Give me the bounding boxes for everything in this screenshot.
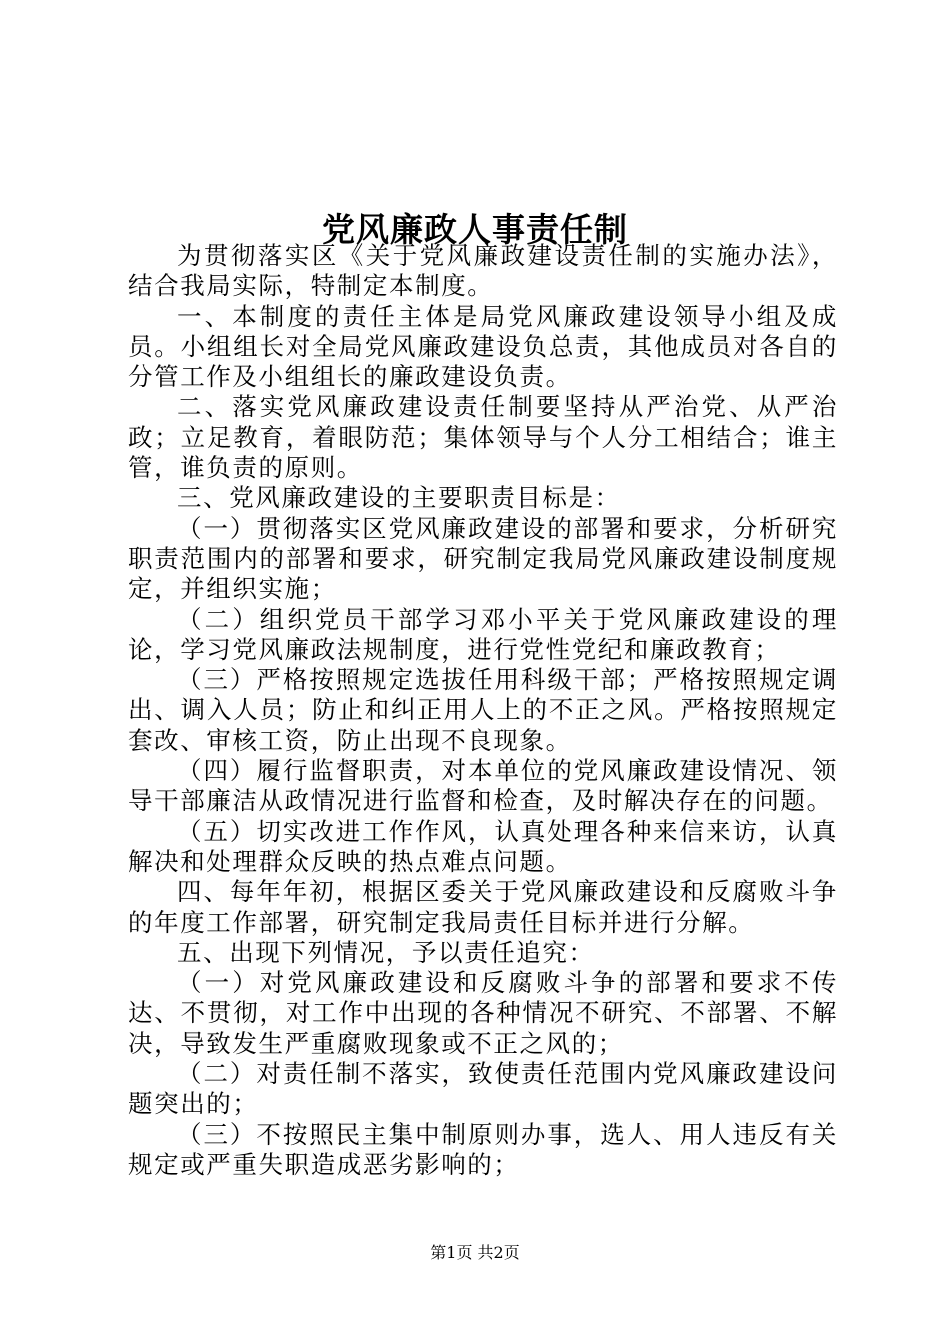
paragraph-section-5: 五、出现下列情况，予以责任追究： bbox=[177, 937, 595, 967]
document-title: 党风廉政人事责任制 bbox=[322, 210, 628, 250]
paragraph-section-3: 三、党风廉政建设的主要职责目标是： bbox=[177, 483, 621, 513]
paragraph-section-3-item-4: （四）履行监督职责，对本单位的党风廉政建设情况、领导干部廉洁从政情况进行监督和检查，及时解决存在的问题。 bbox=[128, 756, 838, 816]
page-number-footer: 第1页 共2页 bbox=[430, 1243, 520, 1262]
paragraph-section-5-item-2: （二）对责任制不落实，致使责任范围内党风廉政建设问题突出的； bbox=[128, 1059, 838, 1119]
paragraph-section-2: 二、落实党风廉政建设责任制要坚持从严治党、从严治政；立足教育，着眼防范；集体领导与个人分工相结合；谁主管，谁负责的原则。 bbox=[128, 392, 838, 483]
paragraph-section-1: 一、本制度的责任主体是局党风廉政建设领导小组及成员。小组组长对全局党风廉政建设负总责，其他成员对各自的分管工作及小组组长的廉政建设负责。 bbox=[128, 301, 838, 392]
paragraph-section-3-item-5: （五）切实改进工作作风，认真处理各种来信来访，认真解决和处理群众反映的热点难点问题。 bbox=[128, 816, 838, 876]
paragraph-section-5-item-3: （三）不按照民主集中制原则办事，选人、用人违反有关规定或严重失职造成恶劣影响的； bbox=[128, 1119, 838, 1179]
paragraph-section-3-item-3: （三）严格按照规定选拔任用科级干部；严格按照规定调出、调入人员；防止和纠正用人上的不正之风。严格按照规定套改、审核工资，防止出现不良现象。 bbox=[128, 665, 838, 755]
paragraph-intro: 为贯彻落实区《关于党风廉政建设责任制的实施办法》，结合我局实际，特制定本制度。 bbox=[128, 241, 838, 301]
paragraph-section-3-item-2: （二）组织党员干部学习邓小平关于党风廉政建设的理论，学习党风廉政法规制度，进行党性党纪和廉政教育； bbox=[128, 604, 838, 664]
paragraph-section-4: 四、每年年初，根据区委关于党风廉政建设和反腐败斗争的年度工作部署，研究制定我局责任目标并进行分解。 bbox=[128, 877, 838, 937]
paragraph-section-5-item-1: （一）对党风廉政建设和反腐败斗争的部署和要求不传达、不贯彻，对工作中出现的各种情况不研究、不部署、不解决，导致发生严重腐败现象或不正之风的； bbox=[128, 968, 838, 1058]
document-body bbox=[128, 241, 838, 1180]
paragraph-section-3-item-1: （一）贯彻落实区党风廉政建设的部署和要求，分析研究职责范围内的部署和要求，研究制定我局党风廉政建设制度规定，并组织实施； bbox=[128, 513, 838, 604]
